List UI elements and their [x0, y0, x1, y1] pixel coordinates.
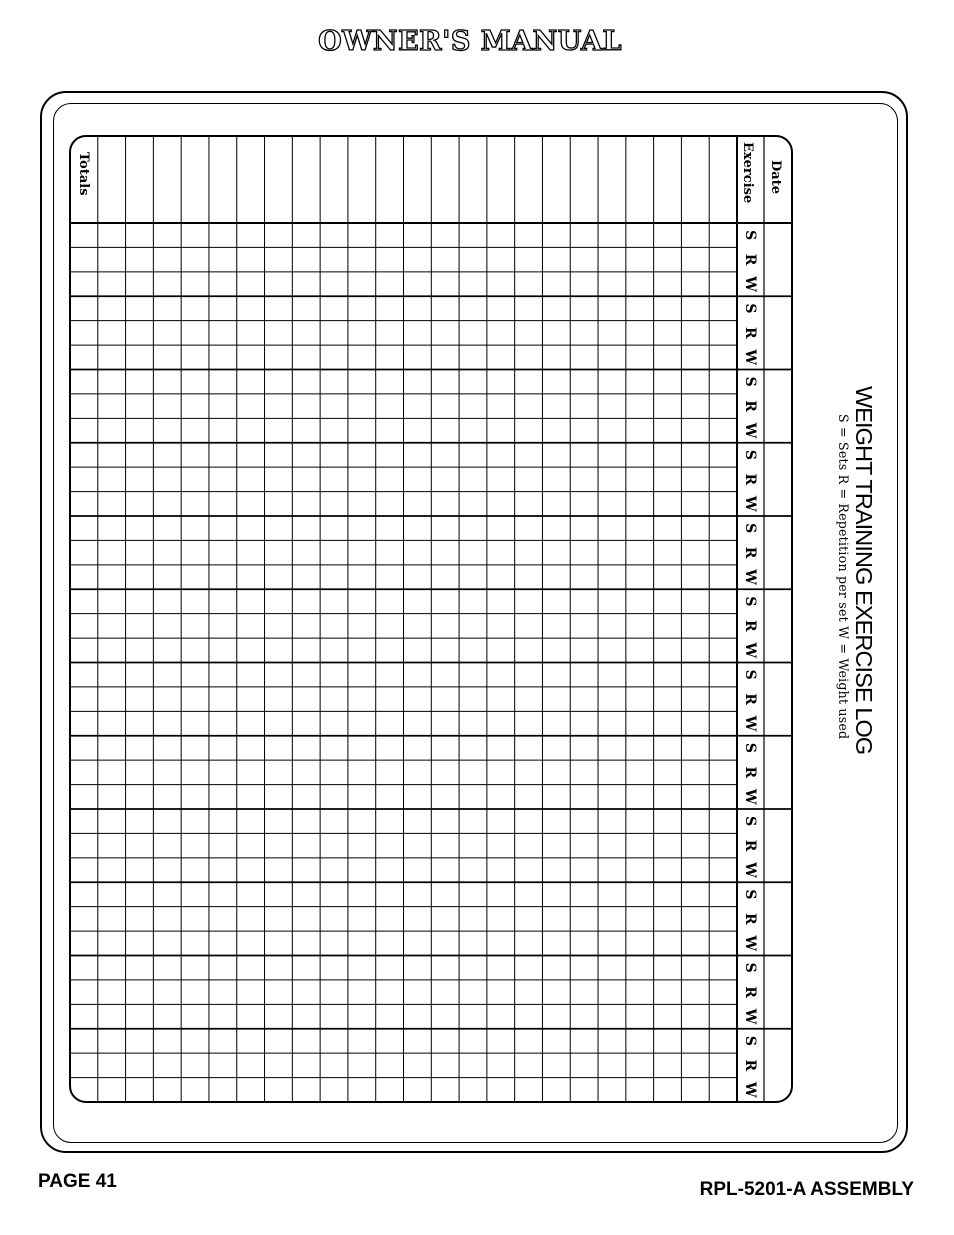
row-code-s: S: [742, 669, 758, 680]
row-code-s: S: [742, 742, 758, 754]
log-legend: S = Sets R = Repetition per set W = Weight used: [836, 414, 851, 740]
row-code-s: S: [742, 376, 758, 387]
row-code-r: R: [742, 693, 758, 705]
row-code-w: W: [742, 642, 758, 659]
document-code: RPL-5201-A ASSEMBLY: [699, 1179, 914, 1200]
row-code-r: R: [742, 766, 758, 779]
row-code-r: R: [742, 986, 758, 998]
page-number: PAGE 41: [38, 1171, 117, 1192]
row-code-s: S: [742, 596, 758, 607]
row-code-r: R: [742, 400, 758, 412]
log-title: WEIGHT TRAINING EXERCISE LOG: [851, 386, 877, 755]
row-code-r: R: [742, 913, 758, 925]
page-title: OWNER'S MANUAL: [318, 26, 622, 57]
exercise-label: Exercise: [740, 142, 755, 204]
row-code-r: R: [742, 839, 758, 852]
row-code-r: R: [742, 473, 758, 486]
row-code-s: S: [742, 230, 758, 241]
row-code-r: R: [742, 327, 758, 339]
row-code-w: W: [742, 569, 758, 585]
date-label: Date: [768, 160, 783, 194]
row-code-s: S: [742, 449, 758, 461]
row-code-w: W: [742, 349, 758, 366]
row-code-w: W: [742, 276, 758, 292]
row-code-s: S: [742, 303, 758, 314]
row-code-r: R: [742, 620, 758, 632]
row-code-s: S: [742, 962, 758, 973]
row-code-s: S: [742, 1035, 758, 1047]
row-code-s: S: [742, 889, 758, 900]
row-code-w: W: [742, 862, 758, 878]
row-code-w: W: [742, 935, 758, 952]
row-code-w: W: [742, 495, 758, 512]
totals-label: Totals: [76, 152, 91, 196]
row-code-w: W: [741, 1008, 758, 1025]
row-code-w: W: [742, 715, 758, 732]
row-code-w: W: [742, 788, 758, 805]
row-code-s: S: [742, 816, 758, 827]
row-code-r: R: [742, 253, 758, 266]
row-code-r: R: [742, 1059, 758, 1072]
row-code-w: W: [742, 422, 758, 439]
row-code-w: W: [742, 1081, 758, 1098]
row-code-r: R: [742, 546, 758, 559]
row-code-s: S: [742, 523, 758, 534]
